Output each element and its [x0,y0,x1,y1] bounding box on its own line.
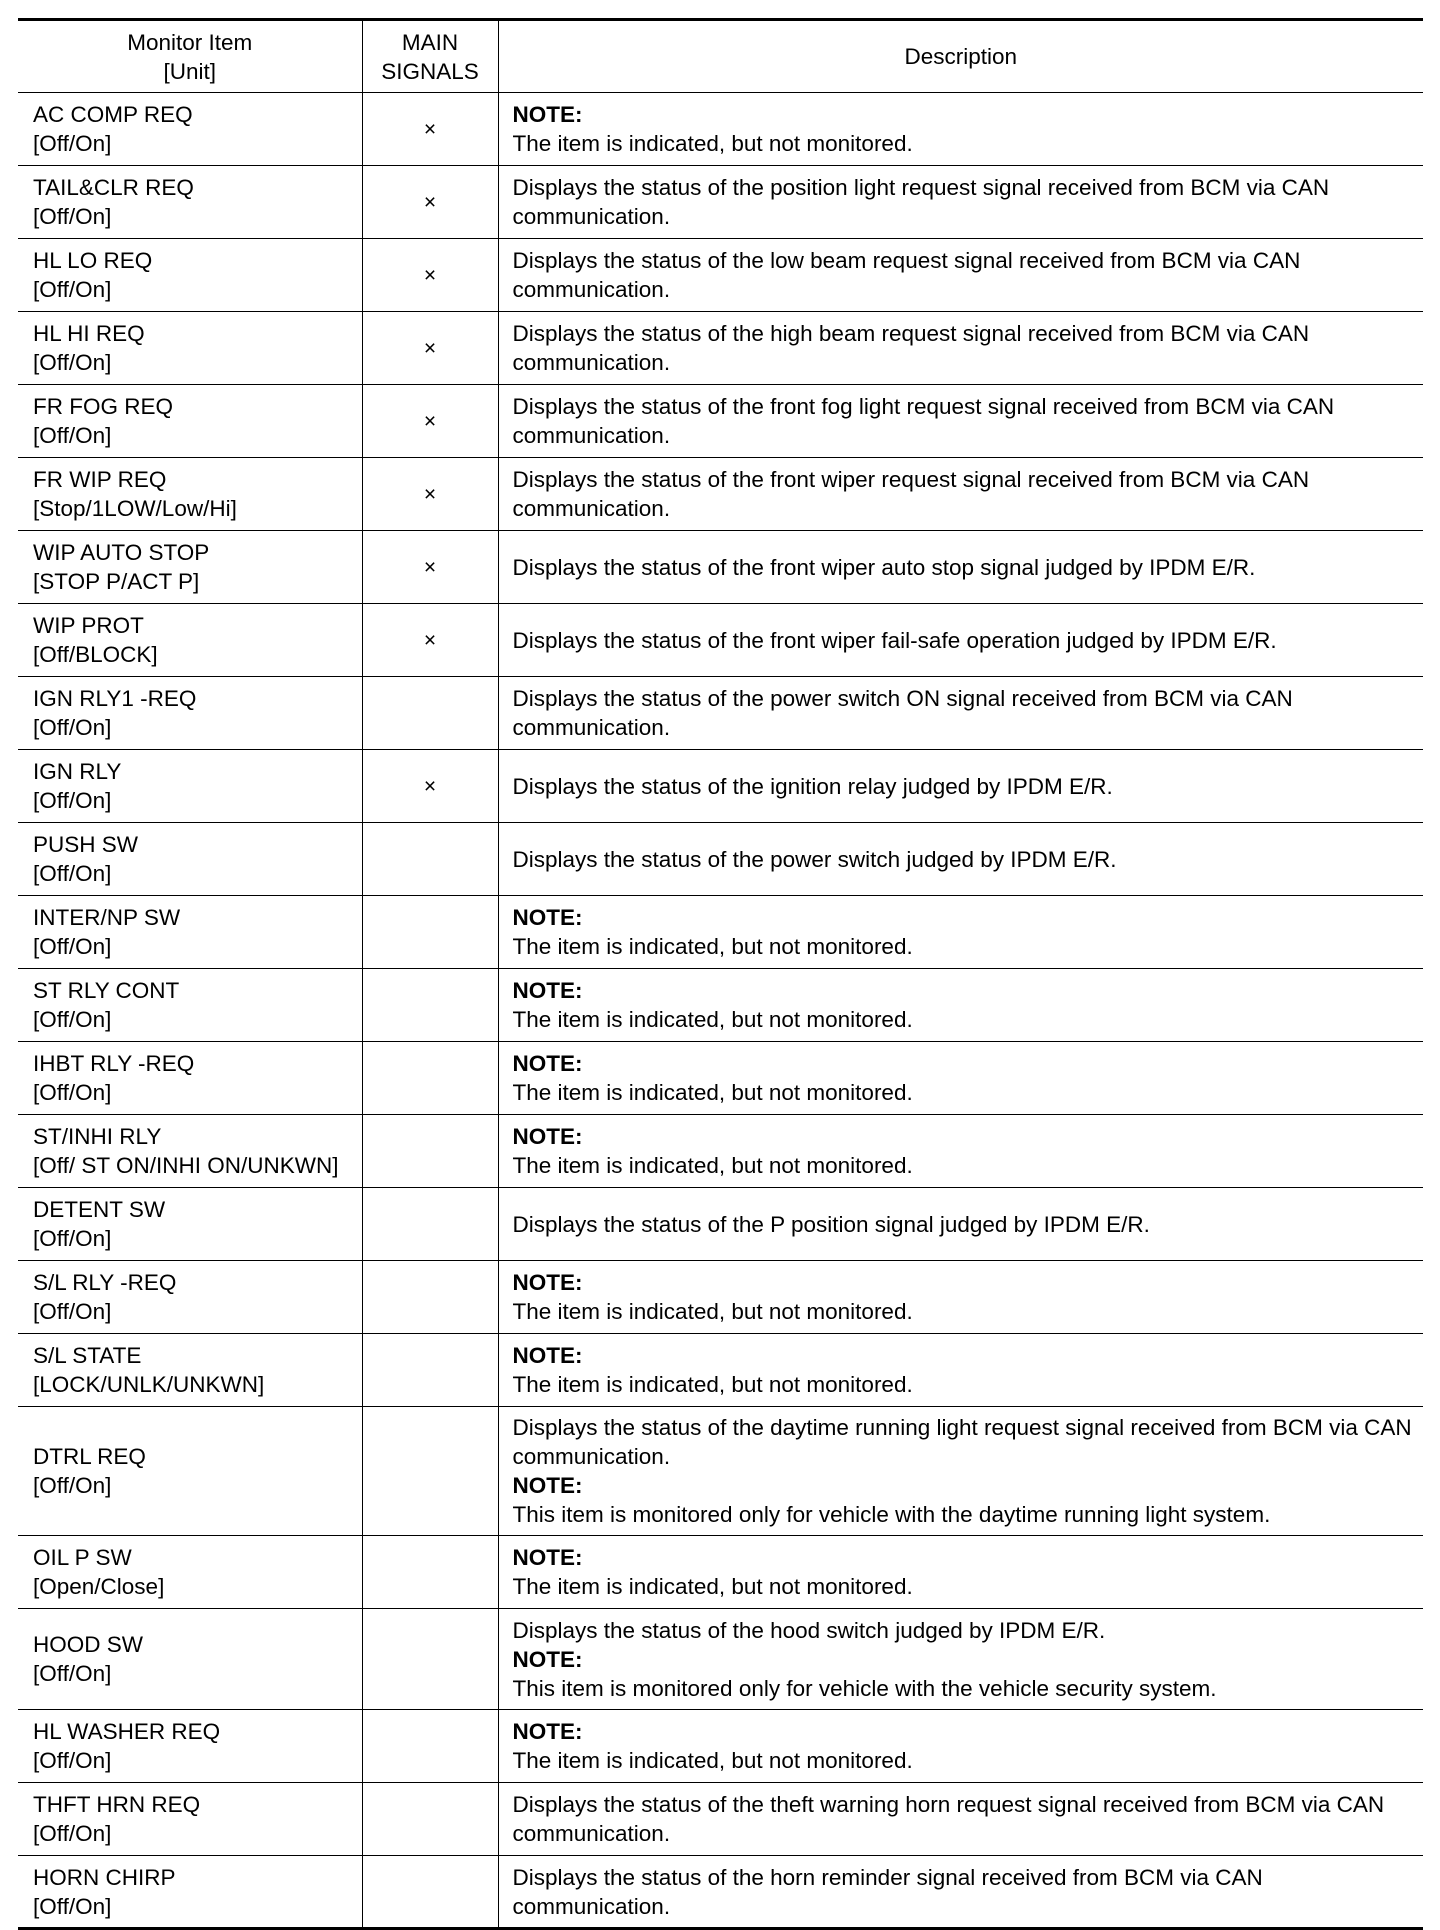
description-cell [498,239,1423,312]
table-body [18,93,1423,1929]
table-row [18,1536,1423,1609]
monitor-item-table [18,18,1423,1930]
note-label: NOTE: [512,905,583,930]
main-signals-cell [362,531,498,604]
monitor-item-name: ST/INHI RLY [33,1124,162,1149]
header-main-label: MAIN [401,29,459,55]
monitor-item-cell [18,312,362,385]
monitor-item-unit: [Off/On] [33,1821,112,1846]
description-text: Displays the status of the daytime running light request signal received from BCM via CAN communication. [512,1415,1412,1469]
monitor-item-unit: [Off/On] [33,1661,112,1686]
monitor-item-name: DETENT SW [33,1197,166,1222]
main-signals-cell [362,1783,498,1856]
monitor-item-name: THFT HRN REQ [33,1792,201,1817]
main-signals-cell [362,1261,498,1334]
table-row [18,1042,1423,1115]
table-row [18,1334,1423,1407]
monitor-item-cell [18,1856,362,1929]
monitor-item-name: TAIL&CLR REQ [33,175,194,200]
monitor-item-cell [18,1783,362,1856]
main-signals-cell [362,1042,498,1115]
description-cell [498,604,1423,677]
description-cell [498,1188,1423,1261]
main-signals-cell [362,604,498,677]
monitor-item-cell [18,531,362,604]
monitor-item-cell [18,1609,362,1710]
main-signals-cell [362,1334,498,1407]
monitor-item-unit: [Off/On] [33,861,112,886]
main-signals-cell [362,750,498,823]
monitor-item-cell [18,1536,362,1609]
description-cell [498,1334,1423,1407]
main-signal-mark: × [423,191,437,214]
monitor-item-cell [18,1261,362,1334]
monitor-item-unit: [Off/On] [33,423,112,448]
table-row [18,896,1423,969]
table-row [18,458,1423,531]
monitor-item-unit: [Off/On] [33,131,112,156]
monitor-item-unit: [Off/On] [33,1473,112,1498]
table-row [18,677,1423,750]
main-signals-cell [362,1609,498,1710]
note-text: The item is indicated, but not monitored. [512,1372,913,1397]
table-row [18,1609,1423,1710]
description-cell [498,531,1423,604]
monitor-item-cell [18,166,362,239]
main-signals-cell [362,823,498,896]
note-text: This item is monitored only for vehicle with the vehicle security system. [512,1675,1217,1701]
note-text: The item is indicated, but not monitored. [512,1299,913,1324]
description-text: Displays the status of the front fog light request signal received from BCM via CAN communication. [512,394,1335,448]
note-text: The item is indicated, but not monitored. [512,131,913,156]
monitor-item-unit: [Off/On] [33,1299,112,1324]
main-signals-cell [362,677,498,750]
main-signals-cell [362,93,498,166]
main-signals-cell [362,1407,498,1536]
description-text: Displays the status of the front wiper auto stop signal judged by IPDM E/R. [512,554,1256,580]
header-description [498,20,1423,93]
description-cell [498,458,1423,531]
main-signals-cell [362,896,498,969]
main-signals-cell [362,385,498,458]
monitor-item-cell [18,896,362,969]
description-cell [498,312,1423,385]
monitor-item-name: INTER/NP SW [33,905,181,930]
main-signals-cell [362,166,498,239]
main-signal-mark: × [423,483,437,506]
description-cell [498,1856,1423,1929]
description-cell [498,1261,1423,1334]
monitor-item-unit: [Off/On] [33,1226,112,1251]
description-cell [498,385,1423,458]
description-cell [498,1536,1423,1609]
table-row [18,823,1423,896]
monitor-item-name: IGN RLY [33,759,122,784]
table-row [18,385,1423,458]
main-signals-cell [362,1536,498,1609]
header-main-signals [362,20,498,93]
description-cell [498,1783,1423,1856]
monitor-item-name: IGN RLY1 -REQ [33,686,197,711]
main-signal-mark: × [423,556,437,579]
note-text: The item is indicated, but not monitored. [512,1574,913,1599]
monitor-item-name: S/L RLY -REQ [33,1270,177,1295]
monitor-item-unit: [LOCK/UNLK/UNKWN] [33,1372,265,1397]
monitor-item-cell [18,604,362,677]
table-row [18,531,1423,604]
monitor-item-unit: [Off/On] [33,204,112,229]
monitor-item-unit: [Off/On] [33,1007,112,1032]
monitor-item-cell [18,969,362,1042]
header-unit-label: [Unit] [163,58,216,84]
monitor-item-unit: [Off/On] [33,1893,112,1919]
monitor-item-unit: [Off/On] [33,715,112,740]
note-label: NOTE: [512,1051,583,1076]
monitor-item-unit: [Stop/1LOW/Low/Hi] [33,496,237,521]
table-row [18,750,1423,823]
description-cell [498,677,1423,750]
header-description-label: Description [904,44,1018,69]
note-label: NOTE: [512,1646,583,1672]
main-signal-mark: × [423,264,437,287]
description-text: Displays the status of the front wiper fail-safe operation judged by IPDM E/R. [512,627,1277,653]
note-label: NOTE: [512,1473,583,1498]
description-text: Displays the status of the power switch judged by IPDM E/R. [512,846,1117,872]
description-text: Displays the status of the position light request signal received from BCM via CAN communication. [512,175,1330,229]
monitor-item-cell [18,93,362,166]
description-text: Displays the status of the hood switch judged by IPDM E/R. [512,1617,1106,1643]
monitor-item-name: S/L STATE [33,1343,142,1368]
main-signal-mark: × [423,118,437,141]
main-signals-cell [362,969,498,1042]
monitor-item-cell [18,385,362,458]
monitor-item-name: FR FOG REQ [33,394,173,419]
table-row [18,312,1423,385]
description-text: Displays the status of the ignition relay judged by IPDM E/R. [512,773,1113,799]
note-text: The item is indicated, but not monitored. [512,1748,913,1773]
note-label: NOTE: [512,1719,583,1744]
table-row [18,1407,1423,1536]
main-signals-cell [362,1188,498,1261]
monitor-item-cell [18,1188,362,1261]
note-label: NOTE: [512,1343,583,1368]
table-row [18,1783,1423,1856]
note-label: NOTE: [512,1124,583,1149]
monitor-item-unit: [Off/On] [33,1080,112,1105]
monitor-item-unit: [Off/BLOCK] [33,642,158,667]
monitor-item-cell [18,239,362,312]
description-cell [498,1042,1423,1115]
main-signal-mark: × [423,410,437,433]
description-cell [498,896,1423,969]
description-cell [498,1710,1423,1783]
description-cell [498,1407,1423,1536]
monitor-item-cell [18,750,362,823]
monitor-item-unit: [Off/On] [33,277,112,302]
monitor-item-unit: [Off/ ST ON/INHI ON/UNKWN] [33,1153,339,1178]
main-signals-cell [362,312,498,385]
monitor-item-unit: [Off/On] [33,934,112,959]
table-row [18,239,1423,312]
monitor-item-cell [18,1042,362,1115]
monitor-item-cell [18,458,362,531]
monitor-item-name: HL LO REQ [33,248,153,273]
main-signal-mark: × [423,629,437,652]
monitor-item-name: ST RLY CONT [33,978,180,1003]
note-text: The item is indicated, but not monitored. [512,1153,913,1178]
description-text: Displays the status of the front wiper request signal received from BCM via CAN communication. [512,467,1310,521]
monitor-item-cell [18,1115,362,1188]
main-signal-mark: × [423,337,437,360]
header-signals-label: SIGNALS [381,58,479,84]
monitor-item-cell [18,677,362,750]
monitor-item-unit: [Off/On] [33,1748,112,1773]
monitor-item-cell [18,1710,362,1783]
monitor-item-name: IHBT RLY -REQ [33,1051,195,1076]
monitor-item-name: HL HI REQ [33,321,145,346]
description-cell [498,1115,1423,1188]
note-text: The item is indicated, but not monitored. [512,1080,913,1105]
table-row [18,1115,1423,1188]
description-text: Displays the status of the horn reminder signal received from BCM via CAN communication. [512,1864,1263,1919]
monitor-item-name: OIL P SW [33,1545,132,1570]
note-text: This item is monitored only for vehicle with the daytime running light system. [512,1502,1271,1527]
main-signals-cell [362,458,498,531]
main-signals-cell [362,1115,498,1188]
table-row [18,604,1423,677]
description-cell [498,750,1423,823]
note-text: The item is indicated, but not monitored. [512,934,913,959]
monitor-item-name: WIP PROT [33,613,144,638]
note-text: The item is indicated, but not monitored. [512,1007,913,1032]
description-cell [498,823,1423,896]
monitor-item-name: AC COMP REQ [33,102,193,127]
description-text: Displays the status of the power switch ON signal received from BCM via CAN communication. [512,686,1293,740]
monitor-item-unit: [Off/On] [33,350,112,375]
main-signals-cell [362,1710,498,1783]
note-label: NOTE: [512,1270,583,1295]
header-monitor-item-label: Monitor Item [127,29,253,55]
table-header-row [18,20,1423,93]
monitor-item-name: HORN CHIRP [33,1864,176,1890]
description-cell [498,969,1423,1042]
table-row [18,166,1423,239]
description-text: Displays the status of the theft warning horn request signal received from BCM via CAN communication. [512,1792,1385,1846]
table-row [18,93,1423,166]
monitor-item-name: WIP AUTO STOP [33,540,210,565]
table-row [18,1261,1423,1334]
description-cell [498,93,1423,166]
monitor-item-cell [18,1407,362,1536]
description-text: Displays the status of the P position signal judged by IPDM E/R. [512,1211,1150,1237]
monitor-item-name: PUSH SW [33,832,139,857]
description-text: Displays the status of the high beam request signal received from BCM via CAN communication. [512,321,1310,375]
monitor-item-name: HOOD SW [33,1632,143,1657]
note-label: NOTE: [512,102,583,127]
note-label: NOTE: [512,1545,583,1570]
table-row [18,969,1423,1042]
table-row [18,1188,1423,1261]
note-label: NOTE: [512,978,583,1003]
monitor-item-name: FR WIP REQ [33,467,167,492]
table-row [18,1856,1423,1929]
description-text: Displays the status of the low beam request signal received from BCM via CAN communication. [512,248,1301,302]
monitor-item-name: DTRL REQ [33,1444,146,1469]
monitor-item-unit: [Off/On] [33,788,112,813]
table-row [18,1710,1423,1783]
main-signals-cell [362,239,498,312]
monitor-item-cell [18,823,362,896]
main-signals-cell [362,1856,498,1929]
main-signal-mark: × [423,775,437,798]
monitor-item-name: HL WASHER REQ [33,1719,221,1744]
description-cell [498,166,1423,239]
header-monitor-item [18,20,362,93]
monitor-item-cell [18,1334,362,1407]
description-cell [498,1609,1423,1710]
monitor-item-unit: [STOP P/ACT P] [33,569,200,594]
monitor-item-unit: [Open/Close] [33,1574,165,1599]
